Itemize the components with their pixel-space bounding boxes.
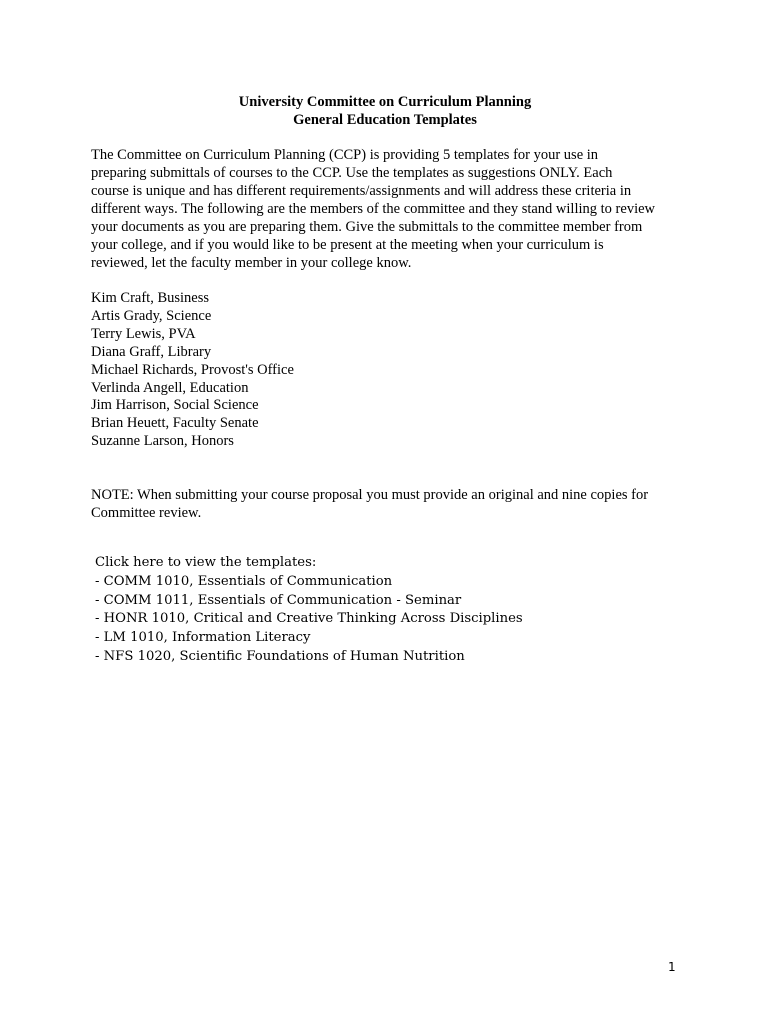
template-links-section bbox=[95, 554, 523, 667]
note-line: NOTE: When submitting your course proposal you must provide an original and nine copies for bbox=[91, 487, 649, 503]
title-line-committee: University Committee on Curriculum Planning bbox=[238, 94, 532, 110]
submission-note bbox=[91, 486, 701, 522]
template-link-nfs-1020[interactable] bbox=[95, 648, 523, 667]
template-link-text[interactable]: - NFS 1020, Scientific Foundations of Human Nutrition bbox=[95, 648, 465, 664]
intro-paragraph bbox=[91, 146, 691, 272]
intro-line: preparing submittals of courses to the CCP. Use the templates as suggestions ONLY. Each bbox=[91, 165, 613, 181]
template-link-honr-1010[interactable] bbox=[95, 610, 523, 629]
intro-line: reviewed, let the faculty member in your college know. bbox=[91, 255, 412, 271]
committee-member: Michael Richards, Provost's Office bbox=[91, 361, 294, 378]
committee-member: Artis Grady, Science bbox=[91, 307, 212, 324]
document-title bbox=[0, 93, 770, 129]
template-link-text[interactable]: - COMM 1010, Essentials of Communication bbox=[95, 573, 393, 589]
committee-member: Verlinda Angell, Education bbox=[91, 379, 249, 396]
committee-member: Brian Heuett, Faculty Senate bbox=[91, 415, 259, 432]
committee-member: Diana Graff, Library bbox=[91, 343, 212, 360]
template-link-comm-1010[interactable] bbox=[95, 573, 523, 592]
intro-line: your documents as you are preparing them. Give the submittals to the committee member from bbox=[91, 219, 643, 235]
title-line-templates: General Education Templates bbox=[293, 112, 477, 128]
template-link-text[interactable]: - COMM 1011, Essentials of Communication - Seminar bbox=[95, 592, 462, 608]
intro-line: different ways. The following are the members of the committee and they stand willing to review bbox=[91, 201, 655, 217]
committee-member: Kim Craft, Business bbox=[91, 290, 210, 306]
intro-line: course is unique and has different requirements/assignments and will address these criteria in bbox=[91, 183, 632, 199]
committee-member-list bbox=[91, 290, 294, 451]
templates-heading-link[interactable] bbox=[95, 554, 523, 573]
intro-line: The Committee on Curriculum Planning (CCP) is providing 5 templates for your use in bbox=[91, 147, 599, 163]
committee-member: Jim Harrison, Social Science bbox=[91, 397, 259, 414]
template-link-text[interactable]: - HONR 1010, Critical and Creative Thinking Across Disciplines bbox=[95, 611, 523, 627]
intro-line: your college, and if you would like to be present at the meeting when your curriculum is bbox=[91, 237, 604, 253]
committee-member: Terry Lewis, PVA bbox=[91, 325, 196, 342]
template-link-text[interactable]: - LM 1010, Information Literacy bbox=[95, 630, 311, 646]
committee-member: Suzanne Larson, Honors bbox=[91, 433, 234, 450]
template-link-lm-1010[interactable] bbox=[95, 629, 523, 648]
note-line: Committee review. bbox=[91, 505, 202, 521]
template-link-comm-1011[interactable] bbox=[95, 592, 523, 611]
page-number: 1 bbox=[668, 960, 676, 974]
templates-heading[interactable]: Click here to view the templates: bbox=[95, 555, 317, 570]
